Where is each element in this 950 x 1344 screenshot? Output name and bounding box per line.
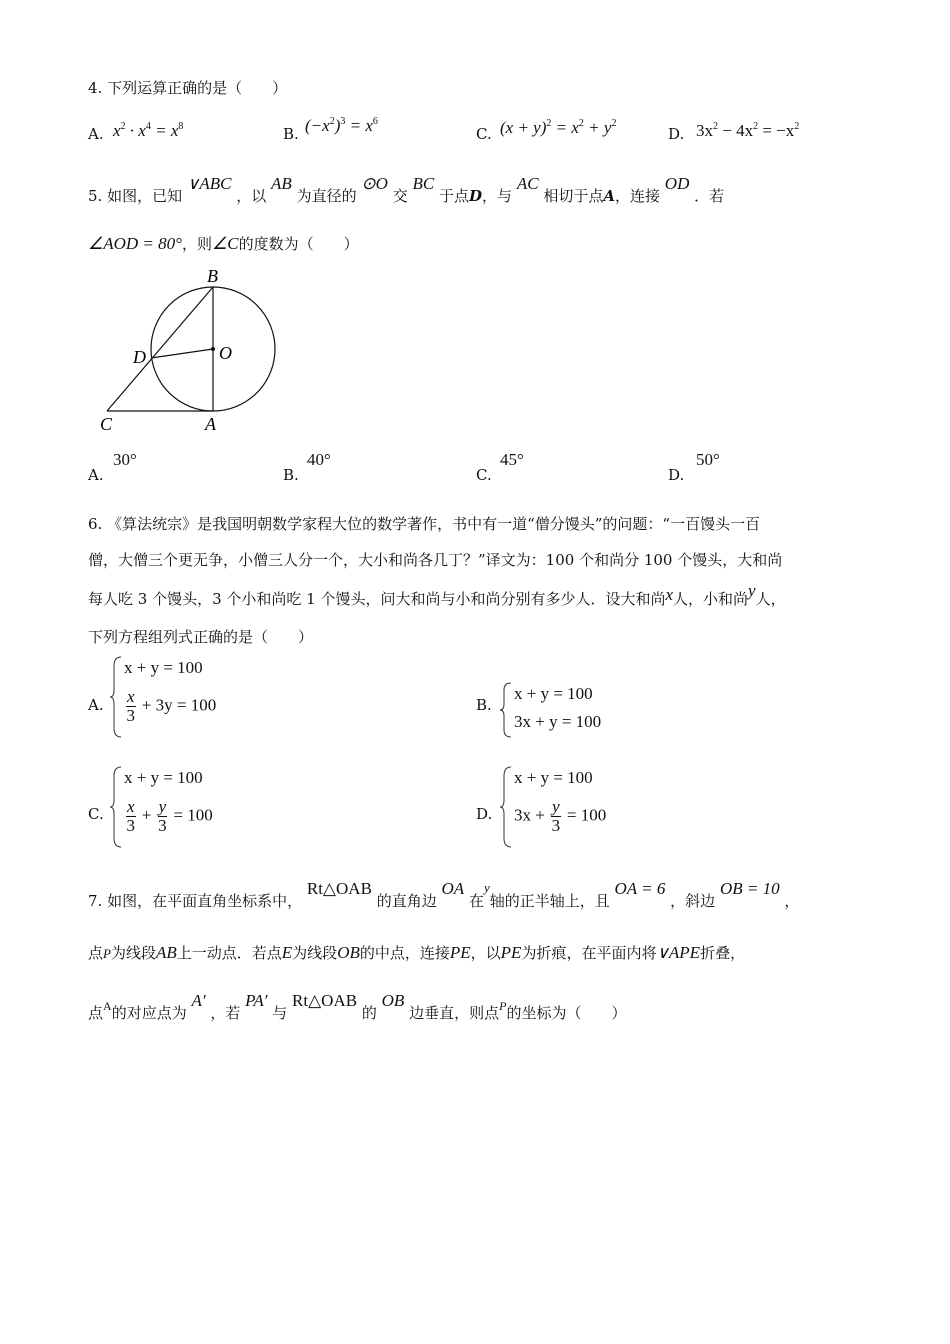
- segment-od: [151, 349, 213, 358]
- q5-option-b-label: B.: [283, 466, 299, 484]
- q6-line4: 下列方程组列式正确的是（ ）: [88, 628, 314, 646]
- q6-option-d-system: x + y = 100 3x + $\frac{y}{3}$ = 100: [500, 766, 650, 848]
- label-c: C: [100, 414, 113, 434]
- point-o: [211, 347, 215, 351]
- q6-option-a-system: x + y = 100 $\frac{x}{3}$ + 3y = 100: [110, 656, 250, 738]
- q6-option-b-system: x + y = 100 3x + y = 100: [500, 682, 640, 738]
- q7-line2: 点P为线段AB上一动点．若点E为线段OB的中点，连接PE，以PE为折痕，在平面内将∨APE折叠，: [88, 943, 746, 962]
- q4-option-b-expr: $(-x^2)^3 = x^6$: [305, 116, 378, 135]
- q5-figure: [95, 262, 295, 437]
- q6-option-b-label: B.: [476, 696, 492, 714]
- q5-option-d-label: D.: [668, 466, 685, 484]
- segment-bc: [107, 287, 213, 411]
- q6-option-c-system: x + y = 100 $\frac{x}{3}$ + $\frac{y}{3}$ = 100: [110, 766, 250, 848]
- q5-option-b-value: 40°: [307, 450, 331, 469]
- q7-line1: 7. 如图，在平面直角坐标系中， Rt△OAB 的直角边 OA 在y轴的正半轴上，且 OA = 6 ，斜边 OB = 10 ，: [88, 879, 800, 910]
- q4-option-a-label: A.: [88, 125, 104, 143]
- label-b: B: [207, 266, 218, 286]
- q5-option-c-label: C.: [476, 466, 492, 484]
- q6-line2: 僧，大僧三个更无争，小僧三人分一个，大小和尚各几丁？”译文为：100 个和尚分 100 个馒头，大和尚: [88, 551, 783, 569]
- q6-option-d-label: D.: [476, 805, 493, 823]
- q5-option-a-value: 30°: [113, 450, 137, 469]
- q4-option-c-expr: $(x + y)^2 = x^2 + y^2$: [500, 118, 617, 137]
- label-d: D: [133, 347, 146, 367]
- label-o: O: [219, 343, 232, 363]
- q5-stem-line1: 5. 如图，已知 ∨ABC ，以 AB 为直径的 ⊙O 交 BC 于点D，与 AC 相切于点A，连接 OD ．若: [88, 174, 725, 205]
- q4-option-d-label: D.: [668, 125, 685, 143]
- q6-line1: 6. 《算法统宗》是我国明朝数学家程大位的数学著作，书中有一道“僧分馒头”的问题：“一百馒头一百: [88, 515, 761, 533]
- q6-line3: 每人吃 3 个馒头，3 个小和尚吃 1 个馒头，问大和尚与小和尚分别有多少人．设大和尚x人，小和尚y人，: [88, 581, 786, 608]
- label-a: A: [205, 414, 216, 434]
- q4-stem: 4. 下列运算正确的是（ ）: [88, 79, 288, 97]
- q6-option-a-label: A.: [88, 696, 104, 714]
- q4-option-d-expr: $3x^2 - 4x^2 = -x^2$: [696, 121, 800, 140]
- q7-line3: 点$^A$的对应点为 A′ ，若 PA′ 与 Rt△OAB 的 OB 边垂直，则点$^P$的坐标为（ ）: [88, 991, 627, 1022]
- q5-stem-line2: ∠AOD = 80°，则∠C的度数为（ ）: [88, 234, 359, 253]
- q5-option-c-value: 45°: [500, 450, 524, 469]
- q4-option-a-expr: $x^2 \cdot x^4 = x^8$: [113, 121, 184, 140]
- q6-option-c-label: C.: [88, 805, 104, 823]
- q5-option-d-value: 50°: [696, 450, 720, 469]
- q4-option-b-label: B.: [283, 125, 299, 143]
- q5-option-a-label: A.: [88, 466, 104, 484]
- q4-option-c-label: C.: [476, 125, 492, 143]
